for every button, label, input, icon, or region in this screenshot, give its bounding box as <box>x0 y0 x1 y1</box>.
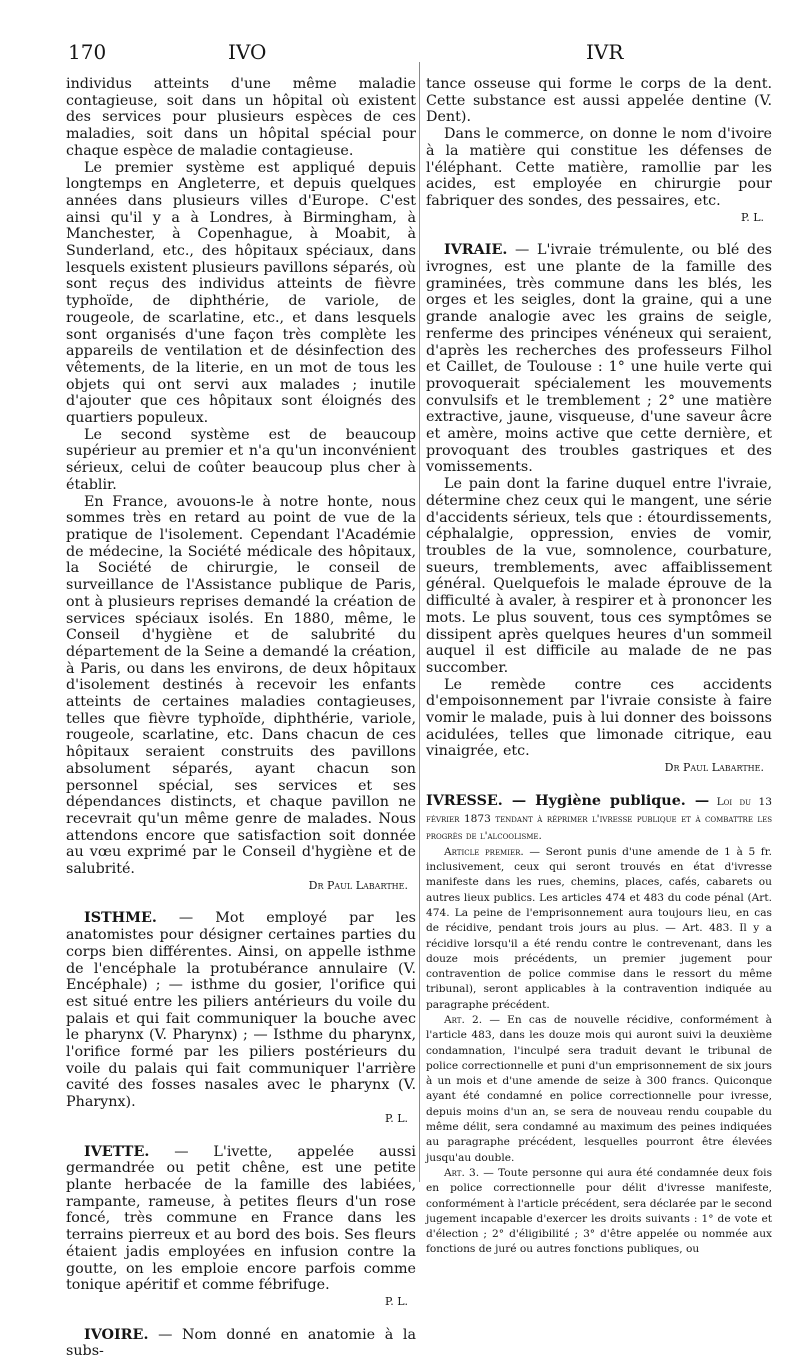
entry-headword: IVOIRE. <box>84 1326 149 1343</box>
paragraph: tance osseuse qui forme le corps de la dent. Cette substance est aussi appelée dentine (V. Dent). <box>426 76 772 126</box>
entry-ivraie <box>426 242 772 476</box>
entry-headword: IVETTE. <box>84 1143 150 1160</box>
column-divider <box>419 62 420 1182</box>
running-head-right: IVR <box>586 40 624 64</box>
running-head-left: IVO <box>228 40 267 64</box>
entry-text: — Nom donné en anatomie à la subs- <box>66 1326 416 1360</box>
page-number: 170 <box>68 40 107 64</box>
entry-isthme <box>66 910 416 1110</box>
article-3 <box>426 1166 772 1258</box>
article-label: Art. 2. <box>444 1013 483 1026</box>
paragraph: Dans le commerce, on donne le nom d'ivoire à la matière qui constitue les défenses de l'éléphant. Cette matière, ramollie par les acides, est employée en chirurgie pour fabriquer des sondes, des pessaires, etc. <box>426 126 772 209</box>
entry-text: — L'ivette, appelée aussi germandrée ou petit chêne, est une petite plante herbacée de la famille des labiées, rampante, rameuse, à petites fleurs d'un rose foncé, très commune en France dans les terrains pierreux et au bord des bois. Ses fleurs étaient jadis employées en infusion contre la goutte, on les emploie encore parfois comme tonique apéritif et comme fébrifuge. <box>66 1143 416 1294</box>
author-initials: P. L. <box>385 1111 408 1125</box>
article-text: — Seront punis d'une amende de 1 à 5 fr. inclusivement, ceux qui seront trouvés en état d'ivresse manifeste dans les rues, chemins, places, cafés, cabarets ou autres lieux publics. Les articles 474 et 483 du code pénal (Art. 474. La peine de l'emprisonnement aura toujours lieu, en cas de récidive, pendant trois jours au plus. — Art. 483. Il y a récidive lorsqu'il a été rendu contre le contrevenant, dans les douze mois précédents, un premier jugement pour contravention de police commise dans le ressort du même tribunal), seront applicables à la contravention indiquée au paragraphe précédent. <box>426 845 772 1011</box>
article-text: — Toute personne qui aura été condamnée deux fois en police correctionnelle pour délit d'ivresse manifeste, conformément à l'article précédent, sera déclarée par le second jugement incapable d'exercer les droits suivants : 1° de vote et d'élection ; 2° d'éligibilité ; 3° d'être appelée ou nommée aux fonctions de juré ou autres fonctions publiques, ou <box>426 1166 772 1256</box>
entry-text: — Mot employé par les anatomistes pour désigner certaines parties du corps bien différentes. Ainsi, on appelle isthme de l'encéphale la protubérance annulaire (V. Encéphale) ; — isthme du gosier, l'orifice qui est situé entre les piliers antérieurs du voile du palais et qui fait communiquer la bouche avec le pharynx (V. Pharynx) ; — Isthme du pharynx, l'orifice formé par les piliers postérieurs du voile du palais qui fait communiquer l'arrière cavité des fosses nasales avec le pharynx (V. Pharynx). <box>66 910 416 1111</box>
author-signature: Dr Paul Labarthe. <box>308 878 408 892</box>
article-1 <box>426 845 772 1013</box>
author-initials: P. L. <box>741 210 764 224</box>
left-column <box>66 76 416 1360</box>
author-initials: P. L. <box>385 1294 408 1308</box>
right-column <box>426 76 772 1258</box>
entry-ivresse <box>426 793 772 845</box>
paragraph: Le remède contre ces accidents d'empoisonnement par l'ivraie consiste à faire vomir le malade, puis à lui donner des boissons acidulées, telles que limonade citrique, eau vinaigrée, etc. <box>426 676 772 760</box>
entry-headword: IVRESSE. — Hygiène publique. — <box>426 792 710 809</box>
law-title: Loi du 13 février 1873 tendant à réprimer l'ivresse publique et à combattre les progrès de l'alcoolisme. <box>426 795 772 843</box>
entry-ivette <box>66 1144 416 1294</box>
entry-headword: ISTHME. <box>84 910 157 927</box>
article-2 <box>426 1013 772 1166</box>
article-text: — En cas de nouvelle récidive, conformément à l'article 483, dans les douze mois qui auront suivi la deuxième condamnation, l'inculpé sera traduit devant le tribunal de police correctionnelle et puni d'un emprisonnement de six jours à un mois et d'une amende de seize à 300 francs. Quiconque ayant été condamné en police correctionnelle pour ivresse, depuis moins d'un an, se sera de nouveau rendu coupable du même délit, sera condamné au maximum des peines indiquées au paragraphe précédent, lesquelles pourront être élevées jusqu'au double. <box>426 1013 772 1164</box>
paragraph: Le premier système est appliqué depuis longtemps en Angleterre, et depuis quelques années dans plusieurs villes d'Europe. C'est ainsi qu'il y a à Londres, à Birmingham, à Manchester, à Copenhague, à Moabit, à Sunderland, etc., des hôpitaux spéciaux, dans lesquels existent plusieurs pavillons séparés, où sont reçus des individus atteints de fièvre typhoïde, de diphthérie, de variole, de rougeole, de scarlatine, etc., et dans lesquels sont organisés d'une façon très complète les appareils de ventilation et de désinfection des vêtements, de la literie, en un mot de tous les objets qui ont servi aux malades ; inutile d'ajouter que ces hôpitaux sont éloignés des quartiers populeux. <box>66 159 416 427</box>
article-label: Art. 3. <box>444 1166 480 1179</box>
paragraph: En France, avouons-le à notre honte, nous sommes très en retard au point de vue de la pratique de l'isolement. Cependant l'Académie de médecine, la Société médicale des hôpitaux, la Société de chirurgie, le conseil de surveillance de l'Assistance publique de Paris, ont à plusieurs reprises demandé la création de services spéciaux isolés. En 1880, même, le Conseil d'hygiène et de salubrité du département de la Seine a demandé la création, à Paris, ou dans les environs, de deux hôpitaux d'isolement destinés à recevoir les enfants atteints de certaines maladies contagieuses, telles que fièvre typhoïde, diphthérie, variole, rougeole, scarlatine, etc. Dans chacun de ces hôpitaux seraient construits des pavillons absolument séparés, ayant chacun son personnel spécial, ses services et ses dépendances distincts, et chaque pavillon ne recevrait qu'un même genre de malades. Nous attendons encore que satisfaction soit donnée au vœu exprimé par le Conseil d'hygiène et de salubrité. <box>66 493 416 878</box>
entry-headword: IVRAIE. <box>444 242 508 259</box>
paragraph: Le pain dont la farine duquel entre l'ivraie, détermine chez ceux qui le mangent, une série d'accidents sérieux, tels que : étourdissements, céphalalgie, oppression, envies de vomir, troubles de la vue, somnolence, courbature, sueurs, tremblements, avec affaiblissement général. Quelquefois le malade éprouve de la difficulté à avaler, à respirer et à prononcer les mots. Le plus souvent, tous ces symptômes se dissipent après quelques heures d'un sommeil auquel il est difficile au malade de ne pas succomber. <box>426 476 772 676</box>
article-label: Article premier. <box>444 845 524 858</box>
entry-ivoire <box>66 1327 416 1360</box>
entry-text: — L'ivraie trémulente, ou blé des ivrognes, est une plante de la famille des graminées, très commune dans les blés, les orges et les seigles, dont la graine, qui a une grande analogie avec les grains de seigle, renferme des principes vénéneux qui seraient, d'après les recherches des professeurs Filhol et Caillet, de Toulouse : 1° une huile verte qui provoquerait spécialement les mouvements convulsifs et le tremblement ; 2° une matière extractive, jaune, visqueuse, d'une saveur âcre et amère, moins active que cette dernière, et provoquant des troubles gastriques et des vomissements. <box>426 242 772 476</box>
author-signature: Dr Paul Labarthe. <box>664 761 764 775</box>
paragraph: Le second système est de beaucoup supérieur au premier et n'a qu'un inconvénient sérieux, celui de coûter beaucoup plus cher à établir. <box>66 426 416 493</box>
paragraph: individus atteints d'une même maladie contagieuse, soit dans un hôpital où existent des services pour plusieurs espèces de ces maladies, soit dans un hôpital spécial pour chaque espèce de maladie contagieuse. <box>66 76 416 159</box>
